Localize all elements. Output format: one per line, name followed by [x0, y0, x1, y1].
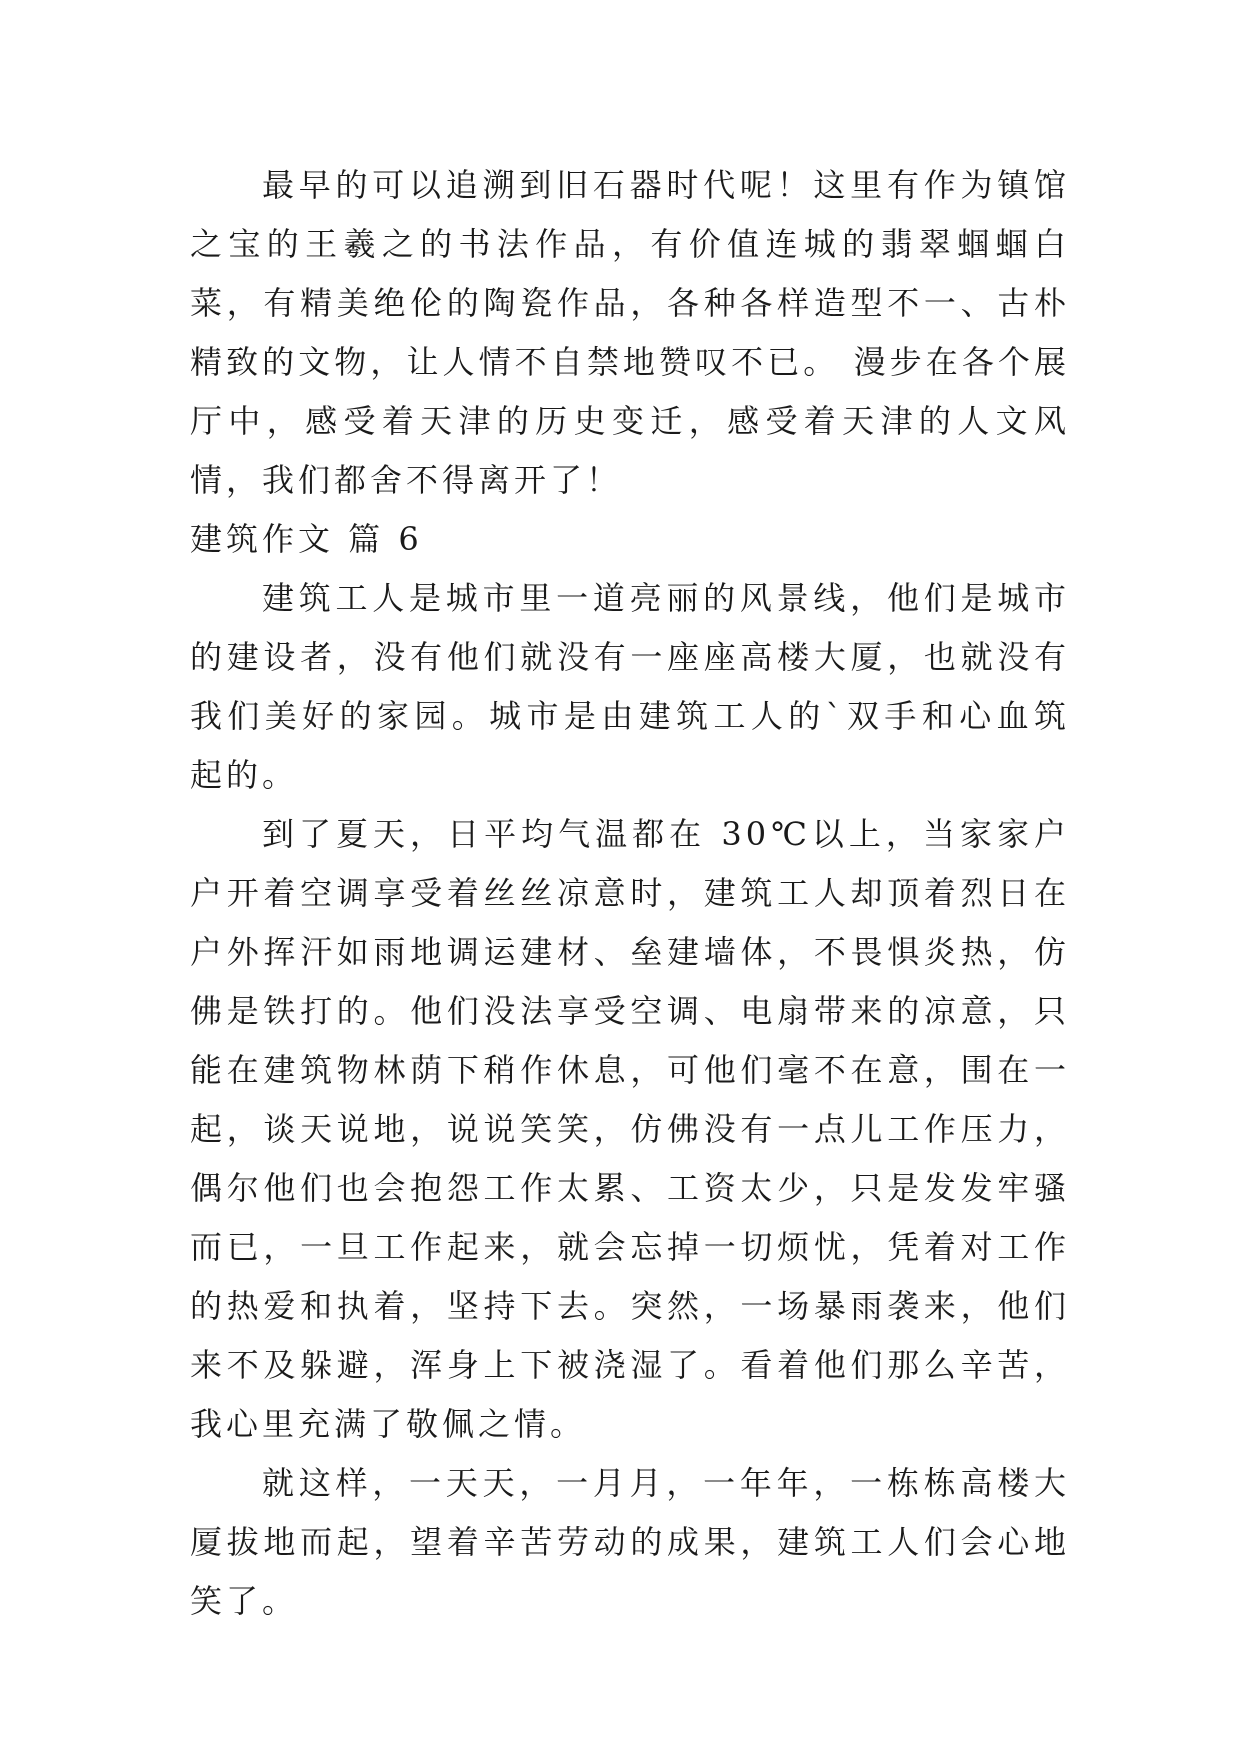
paragraph: 就这样，一天天，一月月，一年年，一栋栋高楼大厦拔地而起，望着辛苦劳动的成果，建筑工人们会心地笑了。	[190, 1464, 1070, 1620]
paragraph: 最早的可以追溯到旧石器时代呢！这里有作为镇馆之宝的王羲之的书法作品，有价值连城的翡翠蝈蝈白菜，有精美绝伦的陶瓷作品，各种各样造型不一、古朴精致的文物，让人情不自禁地赞叹不已。 漫步在各个展厅中，感受着天津的历史变迁，感受着天津的人文风情，我们都舍不得离开了！	[190, 166, 1070, 499]
paragraph: 到了夏天，日平均气温都在 30℃以上，当家家户户开着空调享受着丝丝凉意时，建筑工人却顶着烈日在户外挥汗如雨地调运建材、垒建墙体，不畏惧炎热，仿佛是铁打的。他们没法享受空调、电扇带来的凉意，只能在建筑物林荫下稍作休息，可他们毫不在意，围在一起，谈天说地，说说笑笑，仿佛没有一点儿工作压力，偶尔他们也会抱怨工作太累、工资太少，只是发发牢骚而已，一旦工作起来，就会忘掉一切烦忧，凭着对工作的热爱和执着，坚持下去。突然，一场暴雨袭来，他们来不及躲避，浑身上下被浇湿了。看着他们那么辛苦，我心里充满了敬佩之情。	[190, 815, 1070, 1443]
section-heading: 建筑作文 篇 6	[190, 520, 423, 558]
document-body	[190, 156, 1070, 1631]
paragraph: 建筑工人是城市里一道亮丽的风景线，他们是城市的建设者，没有他们就没有一座座高楼大厦，也就没有我们美好的家园。城市是由建筑工人的`双手和心血筑起的。	[190, 579, 1070, 794]
